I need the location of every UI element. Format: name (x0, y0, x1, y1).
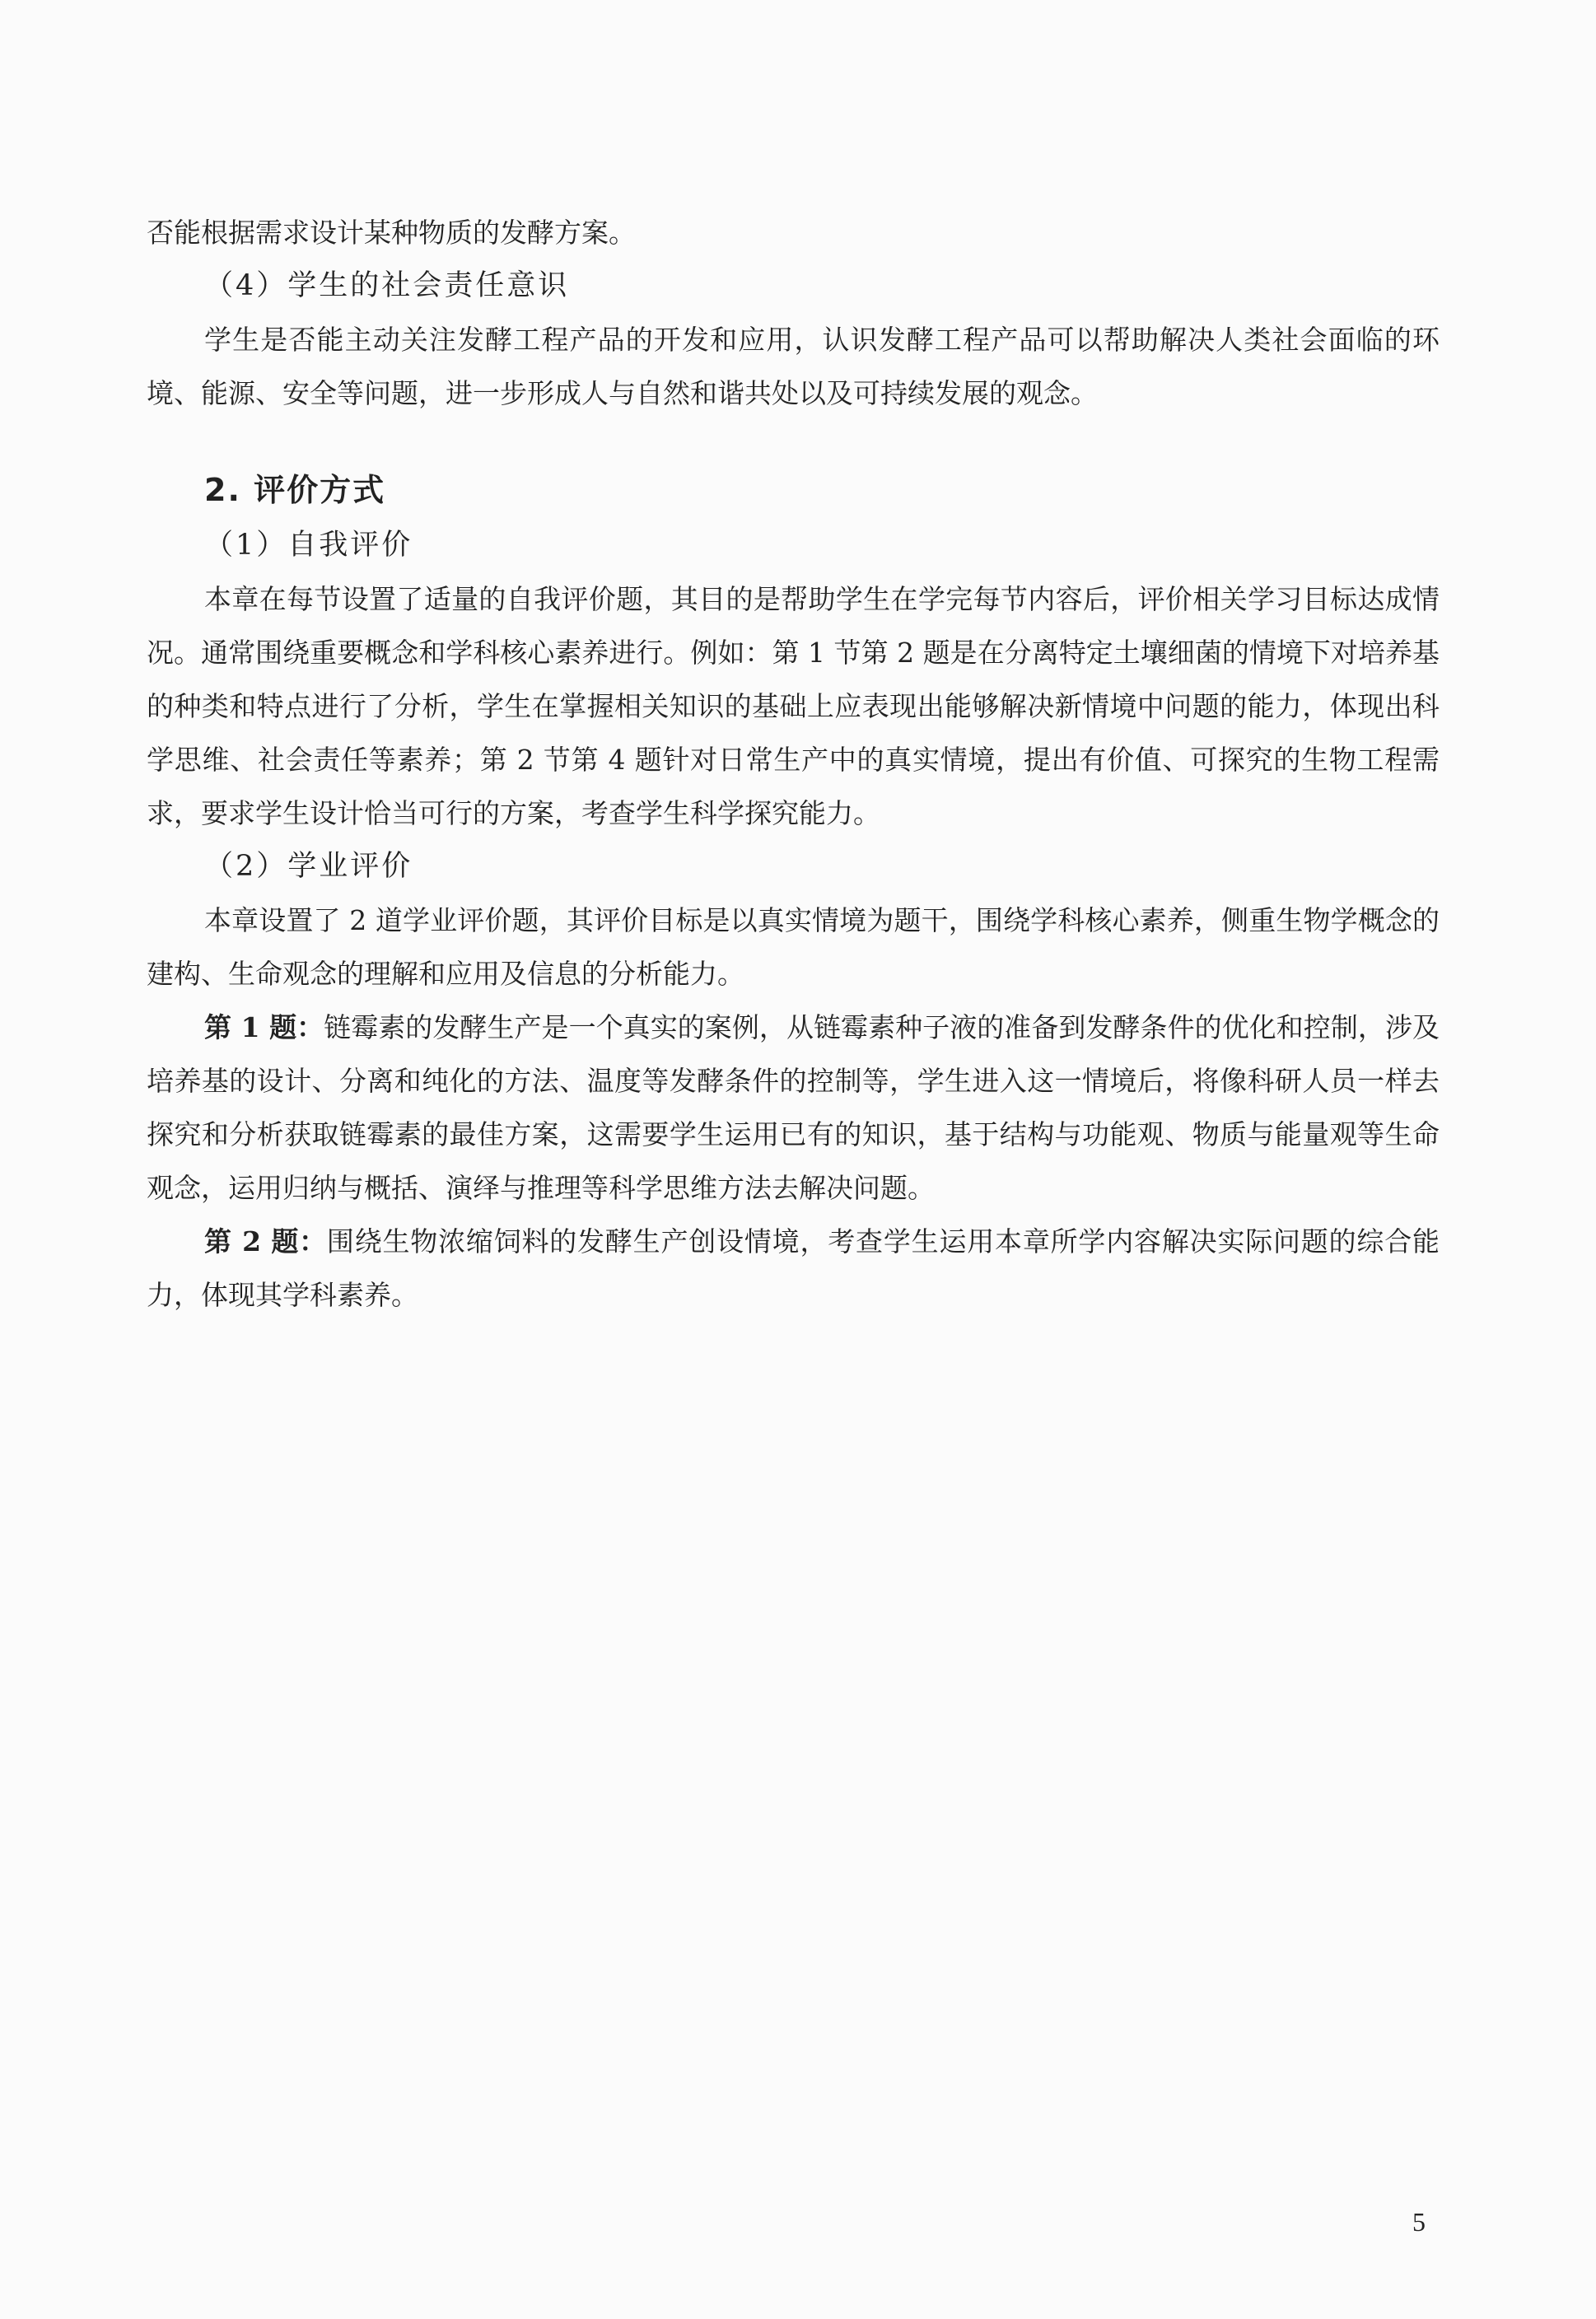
paragraph-academic-evaluation: 本章设置了 2 道学业评价题，其评价目标是以真实情境为题干，围绕学科核心素养，侧重生物学概念的建构、生命观念的理解和应用及信息的分析能力。 (147, 904, 1440, 990)
continued-paragraph: 否能根据需求设计某种物质的发酵方案。 (147, 217, 636, 249)
paragraph-social-responsibility: 学生是否能主动关注发酵工程产品的开发和应用，认识发酵工程产品可以帮助解决人类社会面临的环境、能源、安全等问题，进一步形成人与自然和谐共处以及可持续发展的观念。 (147, 324, 1440, 409)
paragraph-question-2 (147, 1215, 1440, 1322)
section-title-evaluation-methods: 2. 评价方式 (204, 472, 386, 508)
paragraph-question-1 (147, 1001, 1440, 1215)
subsection-title-social-responsibility: （4）学生的社会责任意识 (204, 269, 570, 302)
page-content (147, 206, 1440, 1322)
paragraph-self-evaluation: 本章在每节设置了适量的自我评价题，其目的是帮助学生在学完每节内容后，评价相关学习目标达成情况。通常围绕重要概念和学科核心素养进行。例如：第 1 节第 2 题是在分离特定土壤细菌的情境下对培养基的种类和特点进行了分析，学生在掌握相关知识的基础上应表现出能够解决新情境中问题的能力，体现出科学思维、社会责任等素养；第 2 节第 4 题针对日常生产中的真实情境，提出有价值、可探究的生物工程需求，要求学生设计恰当可行的方案，考查学生科学探究能力。 (147, 583, 1440, 829)
subsection-title-self-evaluation: （1）自我评价 (204, 529, 413, 562)
page-number: 5 (1412, 2207, 1426, 2237)
question-2-label: 第 2 题： (204, 1225, 327, 1257)
question-2-text: 围绕生物浓缩饲料的发酵生产创设情境，考查学生运用本章所学内容解决实际问题的综合能力，体现其学科素养。 (147, 1225, 1440, 1311)
question-1-label: 第 1 题： (204, 1011, 324, 1043)
question-1-text: 链霉素的发酵生产是一个真实的案例，从链霉素种子液的准备到发酵条件的优化和控制，涉及培养基的设计、分离和纯化的方法、温度等发酵条件的控制等，学生进入这一情境后，将像科研人员一样去探究和分析获取链霉素的最佳方案，这需要学生运用已有的知识，基于结构与功能观、物质与能量观等生命观念，运用归纳与概括、演绎与推理等科学思维方法去解决问题。 (147, 1011, 1440, 1204)
subsection-title-academic-evaluation: （2）学业评价 (204, 850, 413, 883)
